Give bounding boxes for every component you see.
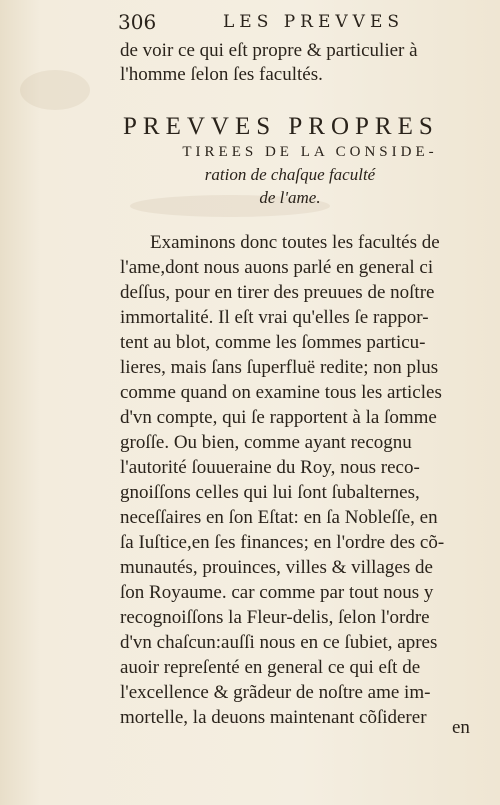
text-line: recognoiſſons la Fleur-delis, ſelon l'ordre xyxy=(120,607,430,628)
catchword: en xyxy=(452,717,470,738)
section-title: PREVVES PROPRES xyxy=(123,113,439,140)
text-line: l'autorité ſouueraine du Roy, nous reco- xyxy=(120,457,420,478)
text-line: munautés, prouinces, villes & villages de xyxy=(120,557,433,578)
paper-stain xyxy=(20,70,90,110)
text-line: immortalité. Il eſt vrai qu'elles ſe rappor- xyxy=(120,307,429,328)
text-line: deſſus, pour en tirer des preuues de noſtre xyxy=(120,282,435,303)
text-line: mortelle, la deuons maintenant cõſiderer xyxy=(120,707,427,728)
text-line: neceſſaires en ſon Eſtat: en ſa Nobleſſe, en xyxy=(120,507,438,528)
text-line: d'vn chaſcun:auſſi nous en ce ſubiet, apres xyxy=(120,632,438,653)
text-line: Examinons donc toutes les facultés de xyxy=(150,232,440,253)
text-line: groſſe. Ou bien, comme ayant recognu xyxy=(120,432,412,453)
text-line: comme quand on examine tous les articles xyxy=(120,382,442,403)
text-line: l'excellence & grãdeur de noſtre ame im- xyxy=(120,682,431,703)
text-line: ſon Royaume. car comme par tout nous y xyxy=(120,582,434,603)
page-header xyxy=(118,10,460,36)
page-number: 306 xyxy=(118,10,157,34)
text-line: tent au blot, comme les ſommes particu- xyxy=(120,332,426,353)
text-line: gnoiſſons celles qui lui ſont ſubalternes, xyxy=(120,482,420,503)
text-line: l'ame,dont nous auons parlé en general ci xyxy=(120,257,434,278)
text-line: ſa Iuſtice,en ſes finances; en l'ordre des cõ- xyxy=(120,532,445,553)
text-line: de voir ce qui eſt propre & particulier à xyxy=(120,40,418,61)
section-italic-line: ration de chaſque faculté xyxy=(204,165,376,184)
section-italic-line: de l'ame. xyxy=(259,188,321,207)
running-head: LES PREVVES xyxy=(223,12,405,32)
text-line: d'vn compte, qui ſe rapportent à la ſomme xyxy=(120,407,437,428)
section-subtitle: TIREES DE LA CONSIDE- xyxy=(182,144,438,160)
text-line: auoir repreſenté en general ce qui eſt de xyxy=(120,657,421,678)
text-line: lieres, mais ſans ſuperfluë redite; non plus xyxy=(120,357,439,378)
text-line: l'homme ſelon ſes facultés. xyxy=(120,64,323,85)
